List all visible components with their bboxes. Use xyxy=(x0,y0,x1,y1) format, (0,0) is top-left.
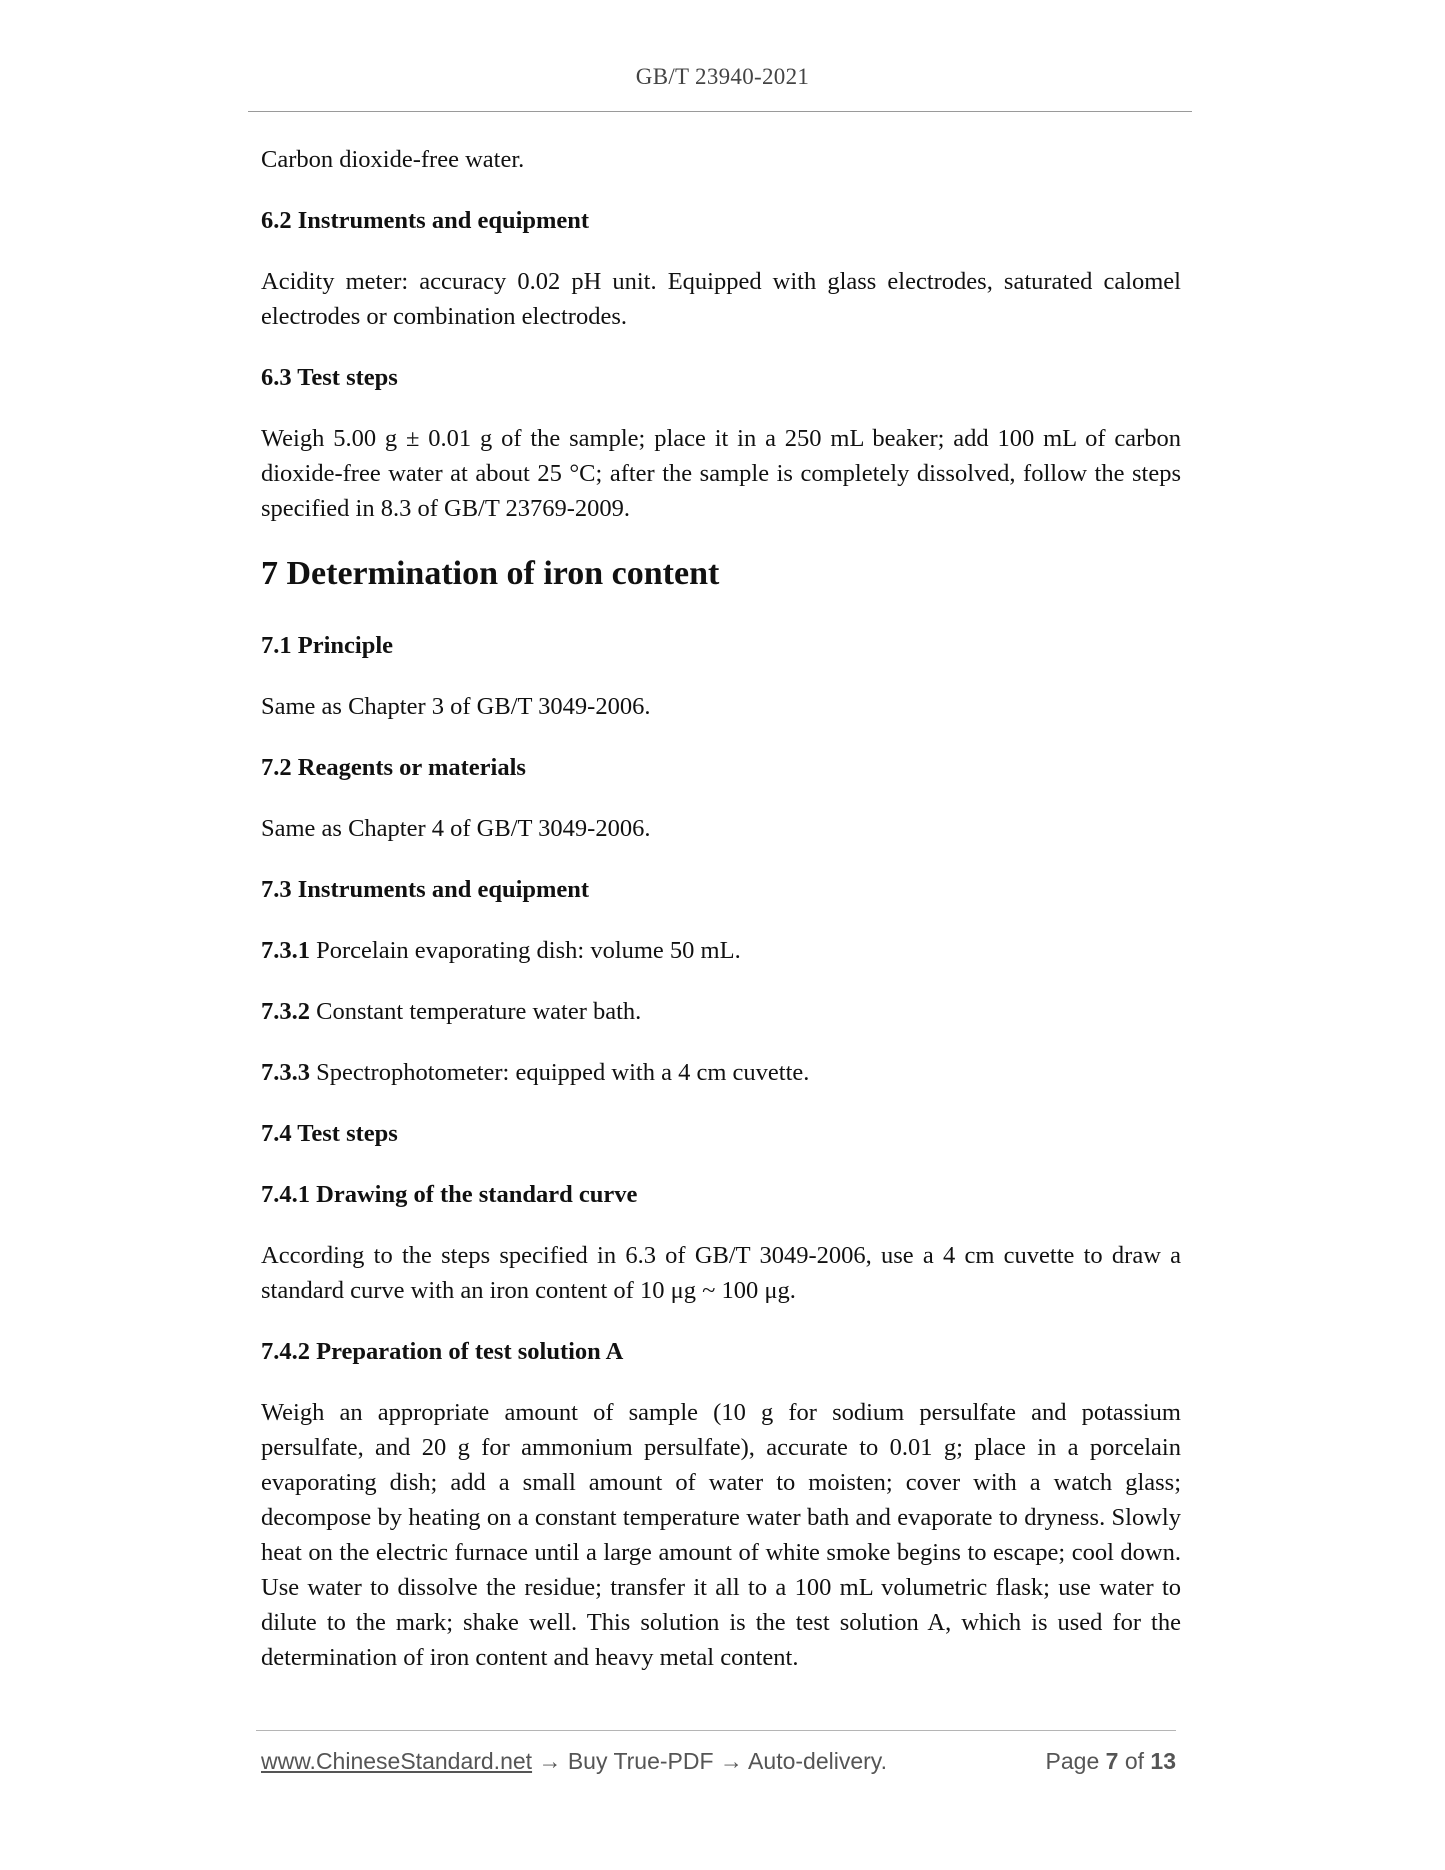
website-link[interactable]: www.ChineseStandard.net xyxy=(261,1748,533,1774)
paragraph-7-1: Same as Chapter 3 of GB/T 3049-2006. xyxy=(261,693,651,720)
chapter-heading-7: 7 Determination of iron content xyxy=(261,555,720,592)
clause-7-3-1 xyxy=(261,933,1181,968)
page-body xyxy=(261,142,1181,1701)
clause-text: Constant temperature water bath. xyxy=(310,998,642,1025)
heading-6-3: 6.3 Test steps xyxy=(261,364,398,391)
page-of-label: of xyxy=(1118,1748,1151,1774)
clause-number: 7.3.3 xyxy=(261,1059,310,1086)
clause-7-3-3 xyxy=(261,1055,1181,1090)
clause-number: 7.3.1 xyxy=(261,937,310,964)
paragraph-intro: Carbon dioxide-free water. xyxy=(261,146,525,173)
heading-7-4-1: 7.4.1 Drawing of the standard curve xyxy=(261,1181,638,1208)
page-label: Page xyxy=(1045,1748,1106,1774)
page-current: 7 xyxy=(1105,1748,1119,1774)
promo-text: → Buy True-PDF → Auto-delivery. xyxy=(532,1748,887,1774)
paragraph-7-2: Same as Chapter 4 of GB/T 3049-2006. xyxy=(261,815,651,842)
page-number xyxy=(1046,1748,1176,1775)
heading-7-3: 7.3 Instruments and equipment xyxy=(261,876,590,903)
heading-6-2: 6.2 Instruments and equipment xyxy=(261,207,590,234)
heading-7-4: 7.4 Test steps xyxy=(261,1120,398,1147)
heading-7-1: 7.1 Principle xyxy=(261,632,394,659)
clause-7-3-2 xyxy=(261,994,1181,1029)
clause-text: Spectrophotometer: equipped with a 4 cm cuvette. xyxy=(310,1059,810,1086)
header-divider xyxy=(248,111,1192,112)
clause-number: 7.3.2 xyxy=(261,998,310,1025)
paragraph-7-4-2: Weigh an appropriate amount of sample (10 g for sodium persulfate and potassium persulfate, and 20 g for ammonium persulfate), accurate to 0.01 g; place in a porcelain evaporating dish; add a small amount of water to moisten; cover with a watch glass; decompose by heating on a constant temperature water bath and evaporate to dryness. Slowly heat on the electric furnace until a large amount of white smoke begins to escape; cool down. Use water to dissolve the residue; transfer it all to a 100 mL volumetric flask; use water to dilute to the mark; shake well. This solution is the test solution A, which is used for the determination of iron content and heavy metal content. xyxy=(261,1399,1181,1671)
footer-promo xyxy=(261,1748,887,1775)
footer-divider xyxy=(256,1730,1176,1731)
paragraph-7-4-1: According to the steps specified in 6.3 of GB/T 3049-2006, use a 4 cm cuvette to draw a standard curve with an iron content of 10 μg ~ 100 μg. xyxy=(261,1242,1181,1304)
paragraph-6-3: Weigh 5.00 g ± 0.01 g of the sample; place it in a 250 mL beaker; add 100 mL of carbon dioxide-free water at about 25 °C; after the sample is completely dissolved, follow the steps specified in 8.3 of GB/T 23769-2009. xyxy=(261,425,1181,522)
running-header: GB/T 23940-2021 xyxy=(635,64,810,89)
page-total: 13 xyxy=(1150,1748,1176,1774)
heading-7-4-2: 7.4.2 Preparation of test solution A xyxy=(261,1338,624,1365)
clause-text: Porcelain evaporating dish: volume 50 mL. xyxy=(310,937,741,964)
heading-7-2: 7.2 Reagents or materials xyxy=(261,754,526,781)
paragraph-6-2: Acidity meter: accuracy 0.02 pH unit. Equipped with glass electrodes, saturated calomel electrodes or combination electrodes. xyxy=(261,268,1181,330)
